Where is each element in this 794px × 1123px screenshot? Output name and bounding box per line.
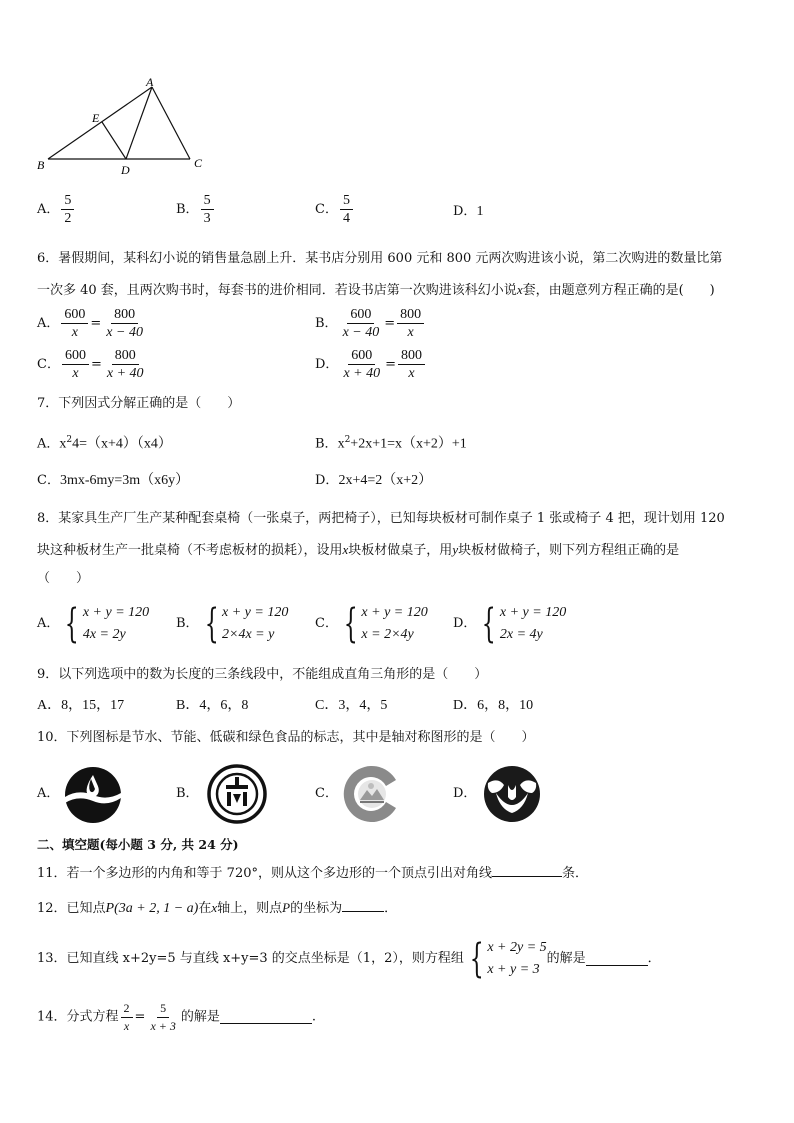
q12-answer-blank[interactable] [342,899,384,912]
q8-stem-line2: 块这种板材生产一批桌椅（不考虑板材的损耗），设用x块板材做桌子，用y块板材做椅子，则下列方程组正确的是 [37,542,680,558]
label-B: B [37,158,45,172]
q7-option-b[interactable]: B．$x^2+2x+1=x(x+2)+1$ [315,435,467,452]
q14: 14．分式方程 $\frac{2}{x}$ = $\frac{5}{x + 3}$ 的解是 . [37,1001,317,1033]
q6-option-c[interactable]: C． $\frac{600}{x}$ = $\frac{800}{x + 40}$ [37,348,144,381]
q8-option-d[interactable]: D． { x + y = 120 2x = 4y [453,601,567,647]
q9-option-c[interactable]: C．3，4，5 [315,698,388,713]
q7-option-a[interactable]: A．$x^24=(x+4)(x4)$ [37,435,172,452]
q11-answer-blank[interactable] [492,864,562,877]
water-saving-logo-icon [63,765,123,825]
q6-option-b[interactable]: B． $\frac{600}{x - 40}$ = $\frac{800}{x}$ [315,306,426,341]
q11: 11．若一个多边形的内角和等于 720°，则从这个多边形的一个顶点引出对角线 条． [37,866,589,881]
q7-option-c[interactable]: C．3mx-6my=3m（x6y） [37,473,190,488]
q9-option-a[interactable]: A．8，15，17 [37,698,125,713]
label-A: A [146,75,154,89]
q6-stem-line1: 6．暑假期间，某科幻小说的销售量急剧上升．某书店分别用 600 元和 800 元两次购进该小说，第二次购进的数量比第 [37,251,723,266]
q10-stem: 10．下列图标是节水、节能、低碳和绿色食品的标志，其中是轴对称图形的是（ ） [37,730,535,745]
q10-option-d[interactable]: D． [453,786,477,801]
q13: 13．已知直线 x+2y=5 与直线 x+y=3 的交点坐标是（1，2），则方程组 { x + 2y = 5 x + y = 3 的解是 ． [37,936,661,982]
triangle-figure [30,75,220,180]
label-D: D [121,163,130,177]
q10-option-c[interactable]: C． [315,786,338,801]
q13-answer-blank[interactable] [586,953,648,966]
q6-option-a[interactable]: A． $\frac{600}{x}$ = $\frac{800}{x - 40}$ [37,307,143,340]
low-carbon-logo-icon [340,762,404,826]
q14-answer-blank[interactable] [220,1011,312,1024]
section2-title: 二、填空题(每小题 3 分, 共 24 分) [37,837,239,852]
q7-option-d[interactable]: D．2x+4=2（x+2） [315,473,433,488]
q10-option-b[interactable]: B． [176,786,199,801]
q8-option-c[interactable]: C． { x + y = 120 x = 2×4y [315,601,428,647]
q5-option-b[interactable]: B． $\frac{5}{3}$ [176,192,216,227]
q7-stem: 7．下列因式分解正确的是（ ） [37,396,241,411]
label-E: E [92,111,100,125]
q5-option-d[interactable]: D．1 [453,204,484,219]
label-C: C [194,156,203,170]
q8-stem-line1: 8．某家具生产厂生产某种配套桌椅（一张桌子，两把椅子），已知每块板材可制作桌子 1 张或椅子 4 把，现计划用 120 [37,511,725,526]
q5-option-c[interactable]: C． $\frac{5}{4}$ [315,192,355,227]
q8-option-b[interactable]: B． { x + y = 120 2×4x = y [176,601,289,647]
q10-option-a[interactable]: A． [37,786,60,801]
q5-option-a[interactable]: A． $\frac{5}{2}$ [37,192,76,227]
q12: 12．已知点P(3a + 2, 1 − a)在x轴上，则点P的坐标为 ． [37,900,398,916]
q8-option-a[interactable]: A． { x + y = 120 4x = 2y [37,601,150,647]
energy-saving-logo-icon [206,763,268,825]
q6-option-d[interactable]: D． $\frac{600}{x + 40}$ = $\frac{800}{x}$ [315,347,427,382]
q8-stem-line3: （ ） [37,571,90,586]
q9-option-d[interactable]: D．6，8，10 [453,698,534,713]
q9-option-b[interactable]: B．4，6，8 [176,698,249,713]
q6-stem-line2: 一次多 40 套，且两次购书时，每套书的进价相同．若设书店第一次购进该科幻小说x套，由题意列方程正确的是( ) [37,282,715,298]
green-food-logo-icon [478,763,548,825]
q9-stem: 9．以下列选项中的数为长度的三条线段中，不能组成直角三角形的是（ ） [37,667,488,682]
